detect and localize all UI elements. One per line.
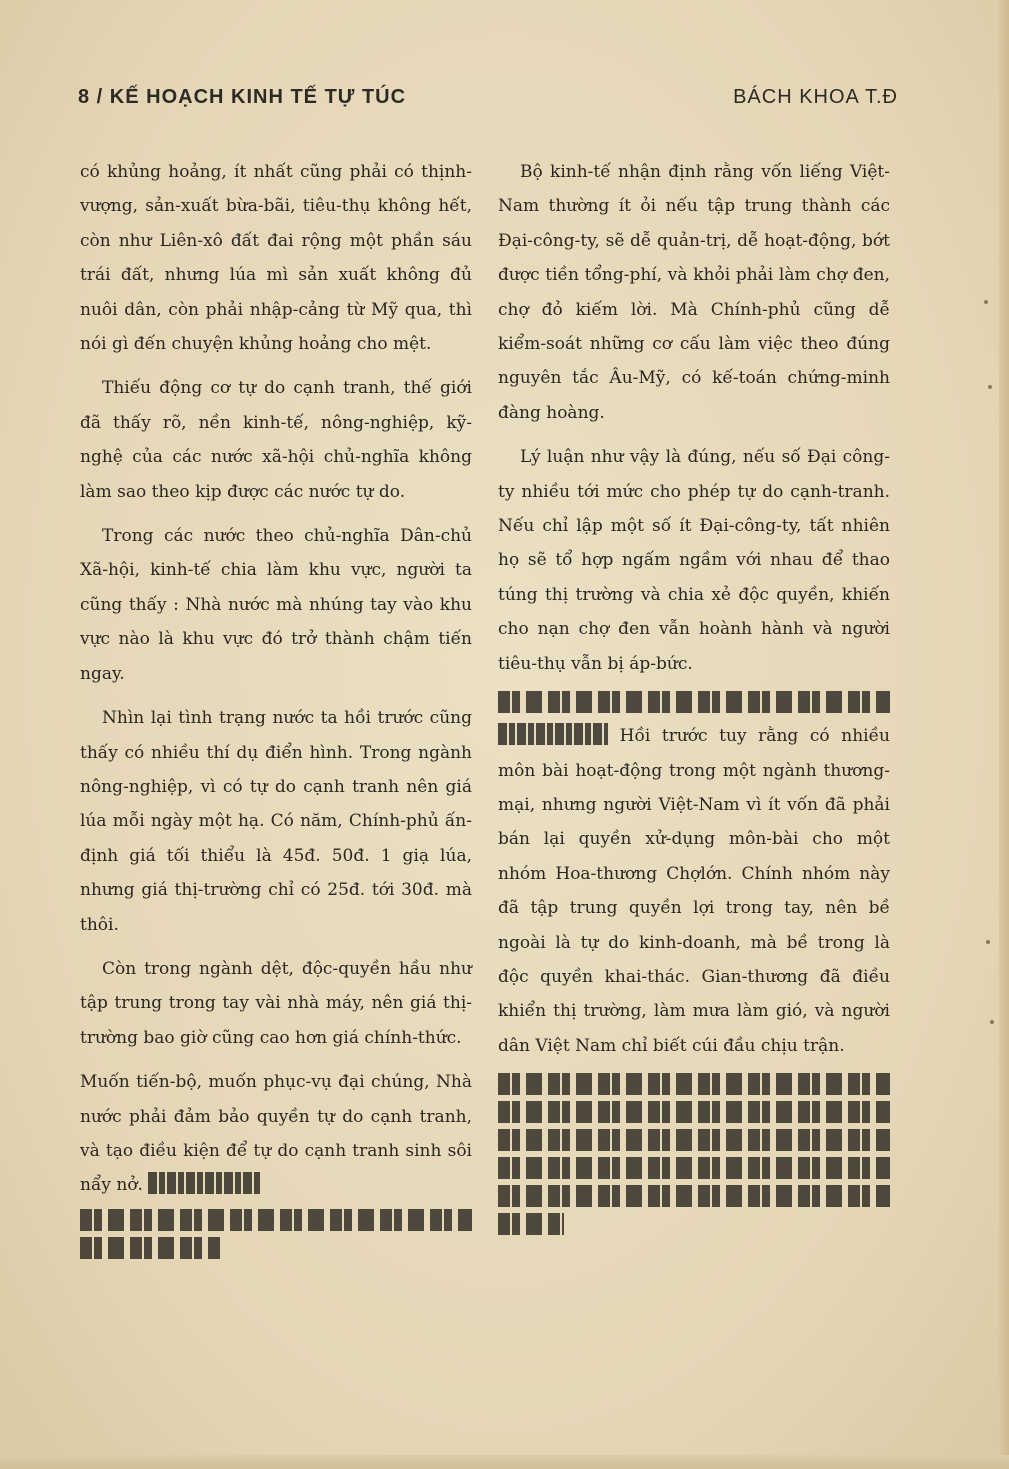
censored-text: [498, 1157, 890, 1179]
running-header: [78, 86, 898, 120]
paper-speck: [984, 300, 988, 304]
left-column: [80, 155, 472, 1265]
paragraph: Thiếu động cơ tự do cạnh tranh, thế giới đã thấy rõ, nền kinh-tế, nông-nghiệp, kỹ-nghệ của các nước xã-hội chủ-nghĩa không làm sao theo kịp được các nước tự do.: [80, 378, 472, 502]
censored-block: [498, 1073, 890, 1235]
paragraph: có khủng hoảng, ít nhất cũng phải có thịnh-vượng, sản-xuất bừa-bãi, tiêu-thụ không hết, còn như Liên-xô đất đai rộng một phần sáu trái đất, nhưng lúa mì sản xuất không đủ nuôi dân, còn phải nhập-cảng từ Mỹ qua, thì nói gì đến chuyện khủng hoảng cho mệt.: [80, 162, 472, 355]
header-page-title: 8 / KẾ HOẠCH KINH TẾ TỰ TÚC: [78, 86, 407, 108]
page-edge-right: [999, 0, 1009, 1469]
censored-text: [148, 1172, 260, 1194]
paragraph: Bộ kinh-tế nhận định rằng vốn liếng Việt-Nam thường ít ỏi nếu tập trung thành các Đại-công-ty, sẽ dễ quản-trị, dễ hoạt-động, bớt được tiền tổng-phí, và khỏi phải làm chợ đen, chợ đỏ kiếm lời. Mà Chính-phủ cũng dễ kiểm-soát những cơ cấu làm việc theo đúng nguyên tắc Âu-Mỹ, có kế-toán chứng-minh đàng hoàng.: [498, 162, 890, 423]
censored-text: [498, 1213, 564, 1235]
paper-speck: [988, 385, 992, 389]
censored-text: [498, 1129, 890, 1151]
censored-text: [498, 1073, 890, 1095]
right-column: [498, 155, 890, 1241]
paper-speck: [986, 940, 990, 944]
paragraph: Hồi trước tuy rằng có nhiều môn bài hoạt-động trong một ngành thương-mại, nhưng người Việt-Nam vì ít vốn đã phải bán lại quyền xử-dụng môn-bài cho một nhóm Hoa-thương Chợlớn. Chính nhóm này đã tập trung quyền lợi trong tay, nên bề ngoài là tự do kinh-doanh, mà bề trong là độc quyền khai-thác. Gian-thương đã điều khiển thị trường, làm mưa làm gió, và người dân Việt Nam chỉ biết cúi đầu chịu trận.: [498, 726, 890, 1056]
paragraph-with-redaction: [80, 1065, 472, 1259]
paragraph: Nhìn lại tình trạng nước ta hồi trước cũng thấy có nhiều thí dụ điển hình. Trong ngành nông-nghiệp, vì có tự do cạnh tranh nên giá lúa mỗi ngày một hạ. Có năm, Chính-phủ ấn-định giá tối thiểu là 45đ. 50đ. 1 giạ lúa, nhưng giá thị-trường chỉ có 25đ. tới 30đ. mà thôi.: [80, 708, 472, 935]
paragraph: Còn trong ngành dệt, độc-quyền hầu như tập trung trong tay vài nhà máy, nên giá thị-trường bao giờ cũng cao hơn giá chính-thức.: [80, 958, 472, 1048]
paragraph: Muốn tiến-bộ, muốn phục-vụ đại chúng, Nhà nước phải đảm bảo quyền tự do cạnh tranh, và tạo điều kiện để tự do cạnh tranh sinh sôi nẩy nở.: [80, 1072, 472, 1196]
censored-text: [80, 1237, 220, 1259]
censored-text: [498, 691, 890, 713]
censored-block: [498, 691, 890, 713]
censored-text: [498, 1101, 890, 1123]
censored-text: [498, 1185, 890, 1207]
header-publication: BÁCH KHOA T.Đ: [733, 86, 898, 108]
censored-text: [80, 1209, 472, 1231]
paper-speck: [990, 1020, 994, 1024]
censored-text: [498, 723, 608, 745]
paragraph: Lý luận như vậy là đúng, nếu số Đại công-ty nhiều tới mức cho phép tự do cạnh-tranh. Nếu chỉ lập một số ít Đại-công-ty, tất nhiên họ sẽ tổ hợp ngấm ngầm với nhau để thao túng thị trường và chia xẻ độc quyền, khiến cho nạn chợ đen vẫn hoành hành và người tiêu-thụ vẫn bị áp-bức.: [498, 447, 890, 674]
paragraph-with-redaction: [498, 719, 890, 1063]
page-edge-bottom: [0, 1455, 1009, 1469]
paragraph: Trong các nước theo chủ-nghĩa Dân-chủ Xã-hội, kinh-tế chia làm khu vực, người ta cũng thấy : Nhà nước mà nhúng tay vào khu vực nào là khu vực đó trở thành chậm tiến ngay.: [80, 526, 472, 684]
